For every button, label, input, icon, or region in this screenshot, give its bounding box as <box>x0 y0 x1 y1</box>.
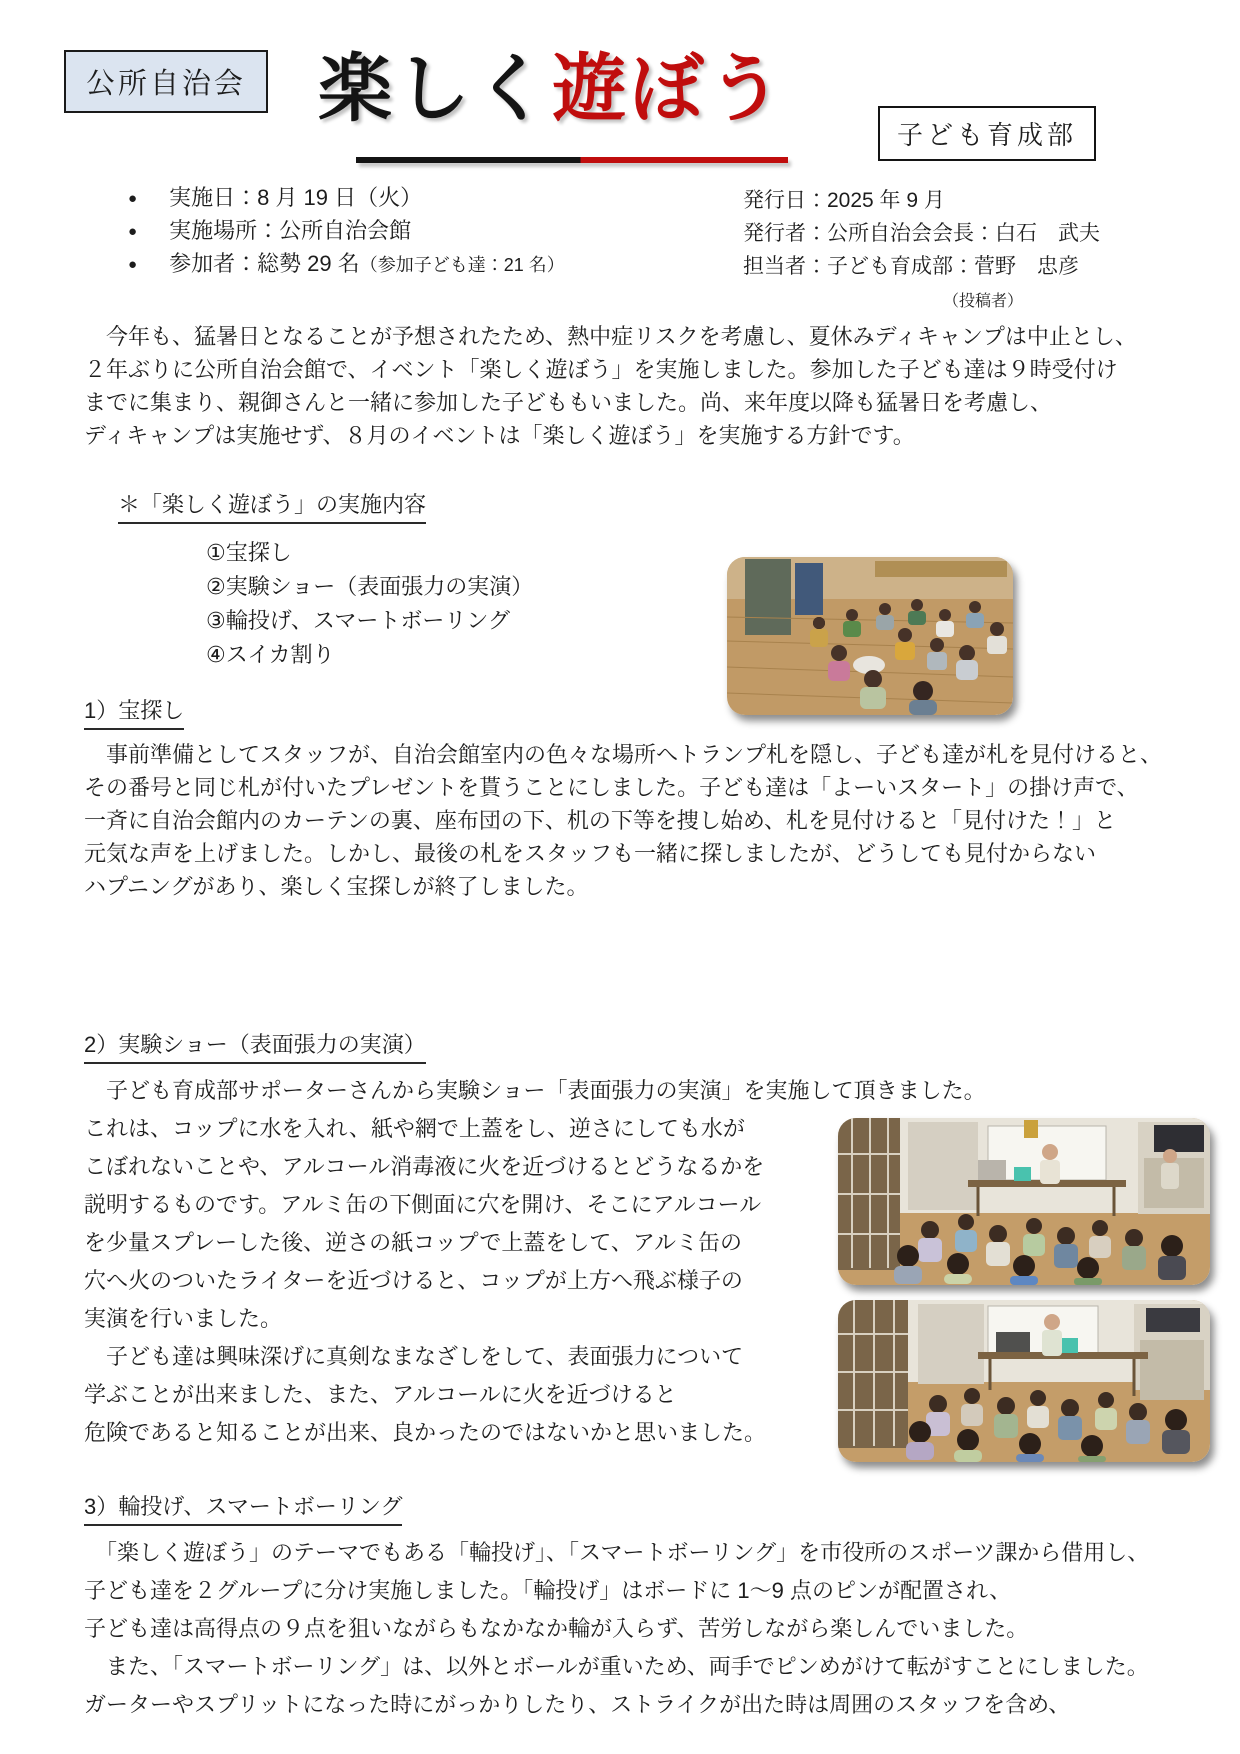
paragraph-line: 子ども達は興味深げに真剣なまなざしをして、表面張力について <box>84 1344 744 1369</box>
list-item <box>128 181 565 214</box>
page-title-red-part: 遊ぼう <box>552 47 786 130</box>
meta-text: 参加者：総勢 29 名 <box>169 251 360 276</box>
section-heading: 2）実験ショー（表面張力の実演） <box>84 1028 426 1064</box>
paragraph-line: 穴へ火のついたライターを近づけると、コップが上方へ飛ぶ様子の <box>84 1268 743 1293</box>
bullet-icon: ● <box>128 190 138 207</box>
list-item: ②実験ショー（表面張力の実演） <box>206 574 534 599</box>
event-meta-list <box>128 181 565 280</box>
list-item: ③輪投げ、スマートボーリング <box>206 608 510 633</box>
photo-illustration <box>727 557 1013 715</box>
paragraph-line: その番号と同じ札が付いたプレゼントを貰うことにしました。子ども達は「よーいスタート」の掛け声で、 <box>84 775 1139 800</box>
contents-block <box>118 488 533 672</box>
paragraph-line: 事前準備としてスタッフが、自治会館室内の色々な場所へトランプ札を隠し、子ども達が札を見付けると、 <box>84 742 1163 767</box>
list-item: ④スイカ割り <box>206 642 335 667</box>
publication-publisher: 発行者：公所自治会会長：白石 武夫 <box>743 222 1100 245</box>
paragraph-line: また、「スマートボーリング」は、以外とボールが重いため、両手でピンめがけて転がすことにしました。 <box>84 1654 1149 1679</box>
meta-text: 実施場所：公所自治会館 <box>169 218 412 243</box>
meta-note: （参加子ども達：21 名） <box>359 255 565 275</box>
section-body <box>84 1534 1149 1724</box>
section-ring-toss-bowling <box>84 1490 1149 1724</box>
paragraph-line: これは、コップに水を入れ、紙や網で上蓋をし、逆さにしても水が <box>84 1116 745 1141</box>
list-item: ①宝探し <box>206 540 292 565</box>
page-title-black-part: 楽しく <box>318 47 552 130</box>
page-title <box>318 30 786 136</box>
paragraph-line: ２年ぶりに公所自治会館で、イベント「楽しく遊ぼう」を実施しました。参加した子ども達は９時受付け <box>84 357 1118 382</box>
intro-paragraph <box>84 320 1137 452</box>
org-badge: 公所自治会 <box>64 50 268 113</box>
paragraph-line: 学ぶことが出来ました、また、アルコールに火を近づけると <box>84 1382 677 1407</box>
contents-heading: ＊「楽しく遊ぼう」の実施内容 <box>118 488 426 524</box>
title-underline-rule <box>356 157 788 163</box>
section-heading: 3）輪投げ、スマートボーリング <box>84 1490 402 1526</box>
paragraph-line: 子ども達は高得点の９点を狙いながらもなかなか輪が入らず、苦労しながら楽しんでいました。 <box>84 1616 1029 1641</box>
paragraph-line: 元気な声を上げました。しかし、最後の札をスタッフも一緒に探しましたが、どうしても見付からない <box>84 841 1097 866</box>
paragraph-line: 「楽しく遊ぼう」のテーマでもある「輪投げ」、「スマートボーリング」を市役所のスポーツ課から借用し、 <box>84 1540 1150 1565</box>
paragraph-line: 子ども育成部サポーターさんから実験ショー「表面張力の実演」を実施して頂きました。 <box>84 1078 986 1103</box>
photo-illustration <box>838 1118 1210 1285</box>
bullet-icon: ● <box>128 256 138 273</box>
photo-science-show-2 <box>838 1300 1210 1462</box>
contents-items <box>206 536 533 672</box>
paragraph-line: 説明するものです。アルミ缶の下側面に穴を開け、そこにアルコール <box>84 1192 762 1217</box>
paragraph-line: ハプニングがあり、楽しく宝探しが終了しました。 <box>84 874 589 899</box>
paragraph-line: ガーターやスプリットになった時にがっかりしたり、ストライクが出た時は周囲のスタッフを含め、 <box>84 1692 1071 1717</box>
photo-science-show-1 <box>838 1118 1210 1285</box>
paragraph-line: 一斉に自治会館内のカーテンの裏、座布団の下、机の下等を捜し始め、札を見付けると「見付けた！」と <box>84 808 1117 833</box>
photo-children-gathering <box>727 557 1013 715</box>
section-body <box>84 738 1162 903</box>
paragraph-line: 実演を行いました。 <box>84 1306 283 1331</box>
publication-contact: 担当者：子ども育成部：菅野 忠彦 <box>743 255 1079 278</box>
paragraph-line: 危険であると知ることが出来、良かったのではないかと思いました。 <box>84 1420 767 1445</box>
publication-note: （投稿者） <box>942 293 1023 310</box>
paragraph-line: を少量スプレーした後、逆さの紙コップで上蓋をして、アルミ缶の <box>84 1230 743 1255</box>
dept-badge: 子ども育成部 <box>878 106 1096 161</box>
meta-text: 実施日：8 月 19 日（火） <box>169 185 423 210</box>
section-heading: 1）宝探し <box>84 694 184 730</box>
paragraph-line: 今年も、猛暑日となることが予想されたため、熱中症リスクを考慮し、夏休みディキャンプは中止とし、 <box>84 324 1137 349</box>
paragraph-line: までに集まり、親御さんと一緒に参加した子どももいました。尚、来年度以降も猛暑日を考慮し、 <box>84 390 1053 415</box>
section-treasure-hunt <box>84 694 1162 903</box>
photo-illustration <box>838 1300 1210 1462</box>
publication-info <box>743 184 1100 318</box>
paragraph-line: ディキャンプは実施せず、８月のイベントは「楽しく遊ぼう」を実施する方針です。 <box>84 423 915 448</box>
paragraph-line: こぼれないことや、アルコール消毒液に火を近づけるとどうなるかを <box>84 1154 765 1179</box>
publication-date: 発行日：2025 年 9 月 <box>743 189 945 212</box>
bullet-icon: ● <box>128 223 138 240</box>
list-item <box>128 247 565 280</box>
list-item <box>128 214 565 247</box>
paragraph-line: 子ども達を２グループに分け実施しました。「輪投げ」はボードに 1～9 点のピンが配置され、 <box>84 1578 1012 1603</box>
